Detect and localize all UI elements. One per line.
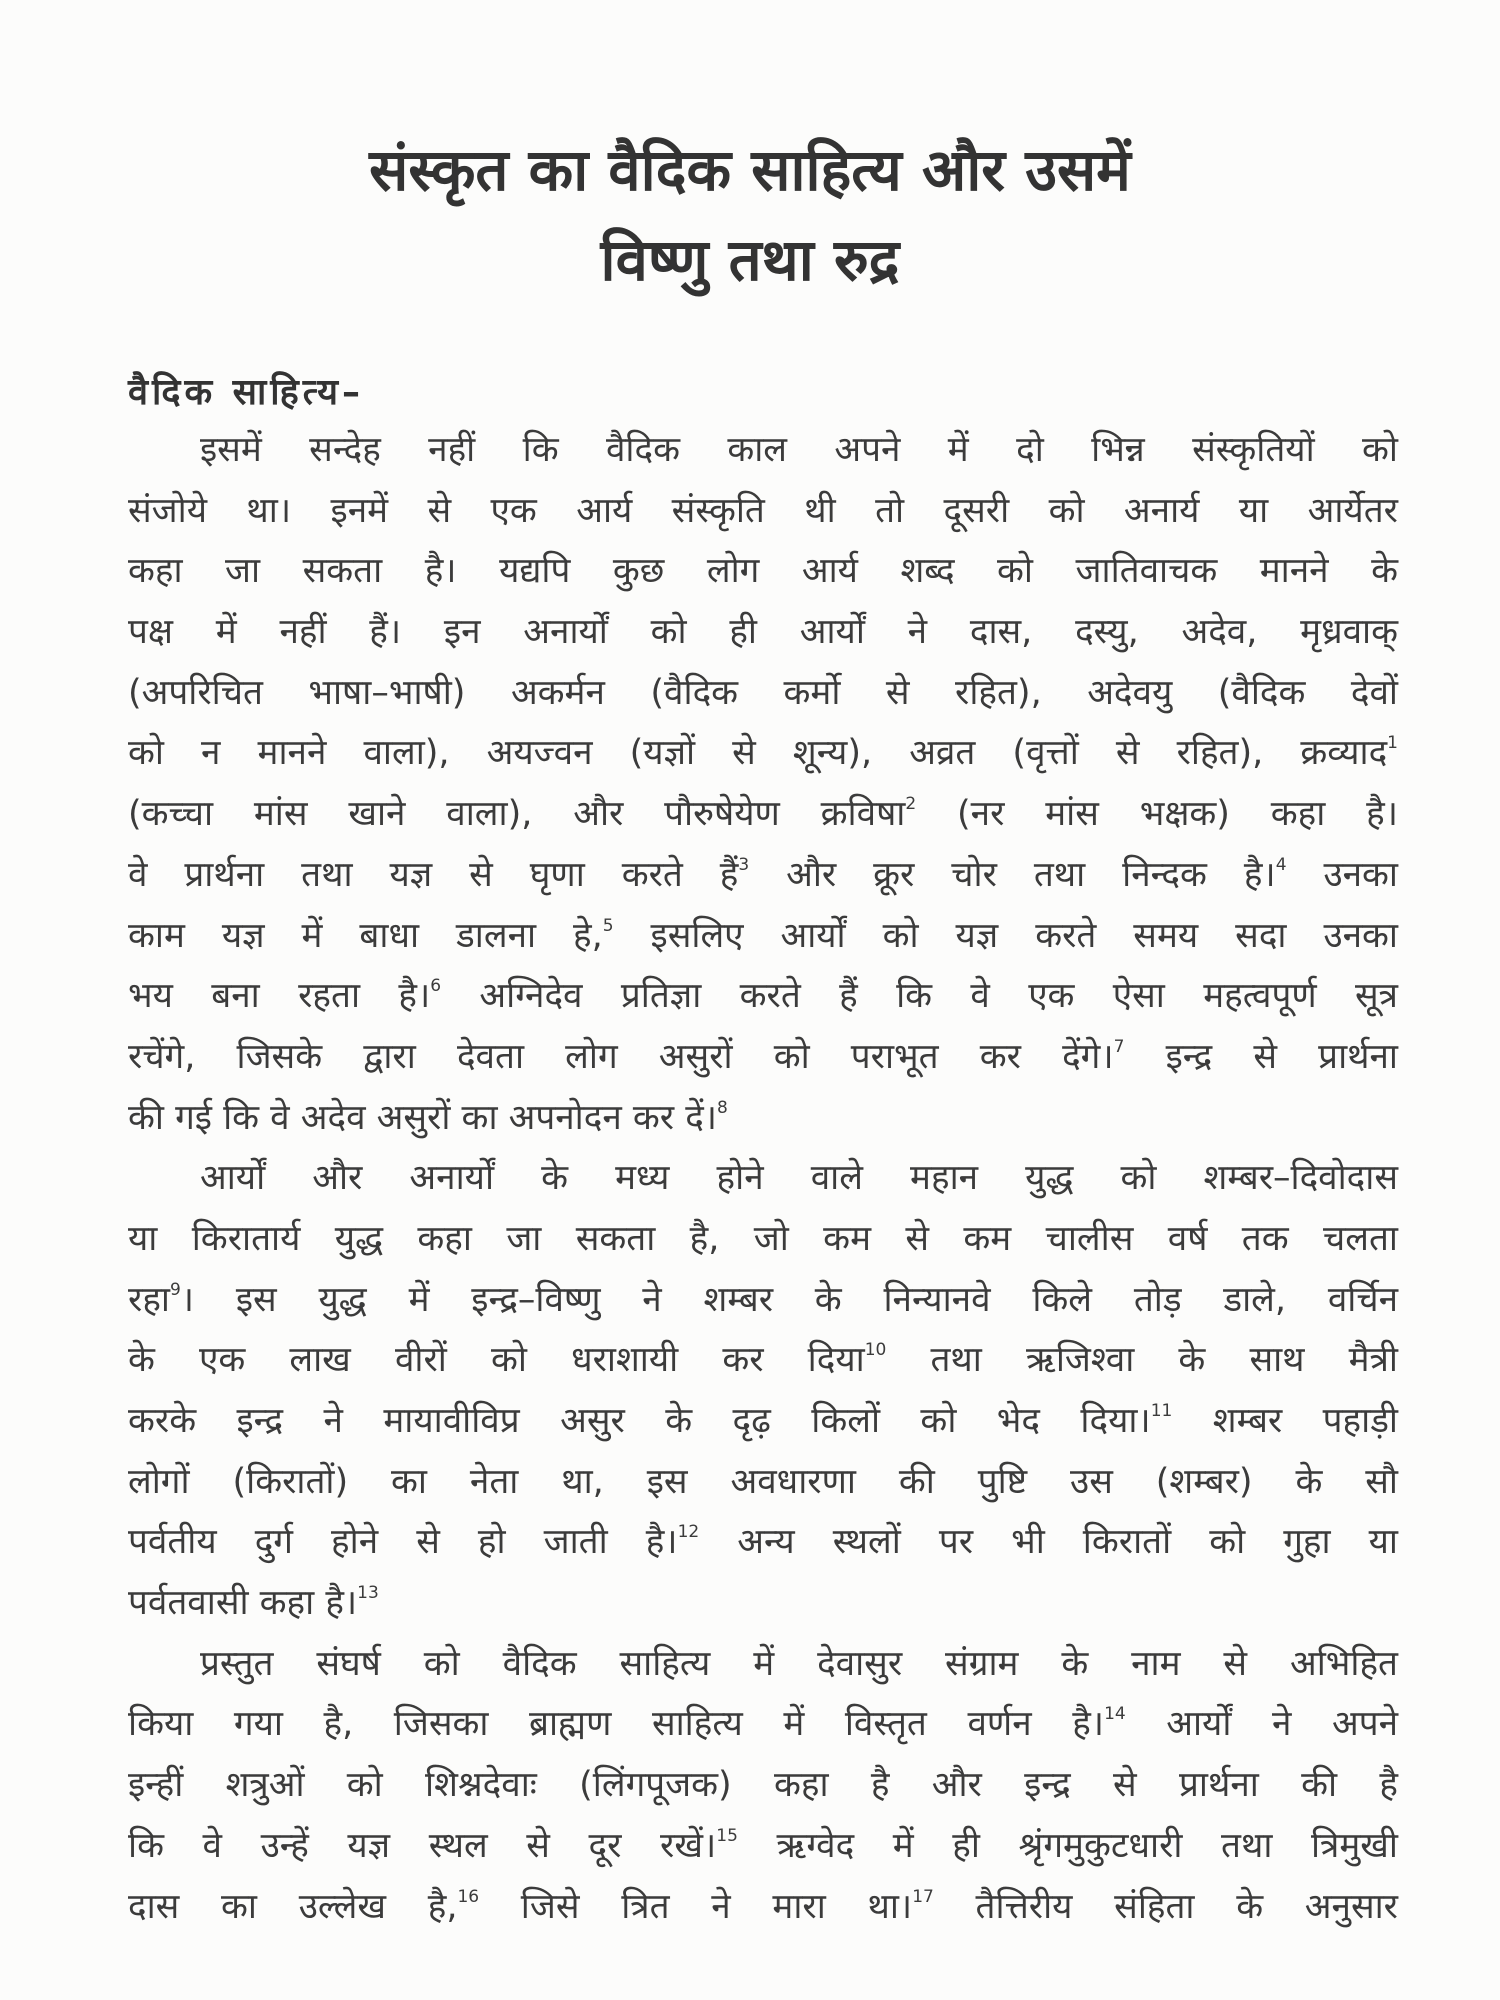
text-line xyxy=(128,1816,1398,1877)
page-title-line-2: विष्णु तथा रुद्र xyxy=(600,226,900,294)
text-segment: दास का उल्लेख है, xyxy=(128,1886,458,1927)
text-segment: तैत्तिरीय संहिता के अनुसार xyxy=(933,1886,1399,1927)
text-segment: संजोये था। इनमें से एक आर्य संस्कृति थी तो दूसरी को अनार्य या आर्येतर xyxy=(128,490,1398,531)
text-segment: पर्वतीय दुर्ग होने से हो जाती है। xyxy=(128,1522,678,1563)
text-line xyxy=(128,1877,1398,1938)
footnote-marker: 7 xyxy=(1113,1036,1125,1057)
text-line xyxy=(128,1148,1398,1209)
text-segment: कि वे उन्हें यज्ञ स्थल से दूर रखें। xyxy=(128,1825,717,1866)
footnote-marker: 16 xyxy=(457,1886,480,1907)
footnote-marker: 4 xyxy=(1275,854,1287,875)
text-segment: शम्बर पहाड़ी xyxy=(1172,1401,1398,1441)
text-segment: की गई कि वे अदेव असुरों का अपनोदन कर दें। xyxy=(128,1097,718,1138)
footnote-marker: 2 xyxy=(905,794,917,815)
text-line xyxy=(128,1634,1398,1695)
footnote-marker: 6 xyxy=(430,976,442,997)
text-segment: ऋग्वेद में ही श्रृंगमुकुटधारी तथा त्रिमुखी xyxy=(737,1825,1399,1866)
text-segment: इन्हीं शत्रुओं को शिश्नदेवाः (लिंगपूजक) कहा है और इन्द्र से प्रार्थना की है xyxy=(128,1765,1398,1806)
text-segment: करके इन्द्र ने मायावीविप्र असुर के दृढ़ किलों को भेद दिया। xyxy=(128,1401,1151,1441)
text-segment: आर्यों और अनार्यों के मध्य होने वाले महान युद्ध को शम्बर–दिवोदास xyxy=(200,1158,1398,1199)
text-line xyxy=(128,1694,1398,1755)
text-segment: इसलिए आर्यों को यज्ञ करते समय सदा उनका xyxy=(613,915,1398,956)
text-line xyxy=(128,723,1398,784)
text-line xyxy=(128,1088,1398,1149)
text-segment: (नर मांस भक्षक) कहा है। xyxy=(916,794,1398,835)
text-line xyxy=(128,845,1398,906)
text-segment: इन्द्र से प्रार्थना xyxy=(1124,1036,1398,1077)
text-segment: अग्निदेव प्रतिज्ञा करते हैं कि वे एक ऐसा महत्वपूर्ण सूत्र xyxy=(441,976,1398,1017)
footnote-marker: 13 xyxy=(357,1583,379,1604)
footnote-marker: 12 xyxy=(677,1522,700,1543)
text-segment: अन्य स्थलों पर भी किरातों को गुहा या xyxy=(699,1522,1398,1563)
text-segment: कहा जा सकता है। यद्यपि कुछ लोग आर्य शब्द को जातिवाचक मानने के xyxy=(128,551,1398,592)
text-line xyxy=(128,784,1398,845)
text-line xyxy=(128,1452,1398,1513)
body-text xyxy=(128,420,1398,1937)
text-segment: और क्रूर चोर तथा निन्दक है। xyxy=(749,854,1276,895)
footnote-marker: 14 xyxy=(1104,1704,1126,1725)
footnote-marker: 3 xyxy=(738,854,750,875)
text-segment: आर्यों ने अपने xyxy=(1125,1704,1399,1745)
text-segment: । इस युद्ध में इन्द्र–विष्णु ने शम्बर के निन्यानवे किले तोड़ डाले, वर्चिन xyxy=(180,1279,1398,1320)
text-segment: प्रस्तुत संघर्ष को वैदिक साहित्य में देवासुर संग्राम के नाम से अभिहित xyxy=(200,1643,1398,1684)
text-line xyxy=(128,966,1398,1027)
text-line xyxy=(128,906,1398,967)
text-line xyxy=(128,541,1398,602)
text-segment: को न मानने वाला), अयज्वन (यज्ञों से शून्य), अव्रत (वृत्तों से रहित), क्रव्याद xyxy=(128,733,1388,774)
text-segment: रहा xyxy=(128,1279,170,1320)
page-title-line-1: संस्कृत का वैदिक साहित्य और उसमें xyxy=(369,136,1131,204)
text-line xyxy=(128,481,1398,542)
text-segment: जिसे त्रित ने मारा था। xyxy=(479,1886,913,1927)
section-heading: वैदिक साहित्य– xyxy=(128,372,365,413)
text-line xyxy=(128,1270,1398,1331)
footnote-marker: 11 xyxy=(1150,1401,1173,1421)
text-segment: (कच्चा मांस खाने वाला), और पौरुषेयेण क्रविषा xyxy=(128,794,906,835)
text-line xyxy=(128,1755,1398,1816)
footnote-marker: 1 xyxy=(1387,733,1398,754)
text-segment: वे प्रार्थना तथा यज्ञ से घृणा करते हैं xyxy=(128,854,739,895)
text-segment: (अपरिचित भाषा–भाषी) अकर्मन (वैदिक कर्मो से रहित), अदेवयु (वैदिक देवों xyxy=(128,672,1398,713)
text-segment: भय बना रहता है। xyxy=(128,976,431,1017)
footnote-marker: 17 xyxy=(912,1886,934,1907)
footnote-marker: 9 xyxy=(169,1279,181,1300)
text-line xyxy=(128,1027,1398,1088)
text-line xyxy=(128,1330,1398,1391)
text-line xyxy=(128,1512,1398,1573)
text-segment: किया गया है, जिसका ब्राह्मण साहित्य में विस्तृत वर्णन है। xyxy=(128,1704,1105,1745)
text-segment: लोगों (किरातों) का नेता था, इस अवधारणा की पुष्टि उस (शम्बर) के सौ xyxy=(128,1461,1398,1502)
text-segment: रचेंगे, जिसके द्वारा देवता लोग असुरों को पराभूत कर देंगे। xyxy=(128,1036,1114,1077)
text-line xyxy=(128,663,1398,724)
text-segment: तथा ऋजिश्वा के साथ मैत्री xyxy=(886,1340,1398,1381)
text-line xyxy=(128,1209,1398,1270)
text-segment: इसमें सन्देह नहीं कि वैदिक काल अपने में दो भिन्न संस्कृतियों को xyxy=(200,430,1398,470)
text-segment: के एक लाख वीरों को धराशायी कर दिया xyxy=(128,1340,865,1381)
text-line xyxy=(128,602,1398,663)
text-segment: या किरातार्य युद्ध कहा जा सकता है, जो कम से कम चालीस वर्ष तक चलता xyxy=(128,1218,1398,1259)
footnote-marker: 10 xyxy=(864,1340,887,1361)
text-line xyxy=(128,1391,1398,1452)
text-segment: उनका xyxy=(1286,854,1398,895)
footnote-marker: 5 xyxy=(602,915,614,936)
text-line xyxy=(128,420,1398,481)
text-line xyxy=(128,1573,1398,1634)
text-segment: काम यज्ञ में बाधा डालना हे, xyxy=(128,915,603,956)
footnote-marker: 8 xyxy=(717,1097,728,1118)
text-segment: पक्ष में नहीं हैं। इन अनार्यों को ही आर्यों ने दास, दस्यु, अदेव, मृध्रवाक् xyxy=(128,612,1398,653)
footnote-marker: 15 xyxy=(716,1825,738,1846)
text-segment: पर्वतवासी कहा है। xyxy=(128,1583,358,1624)
